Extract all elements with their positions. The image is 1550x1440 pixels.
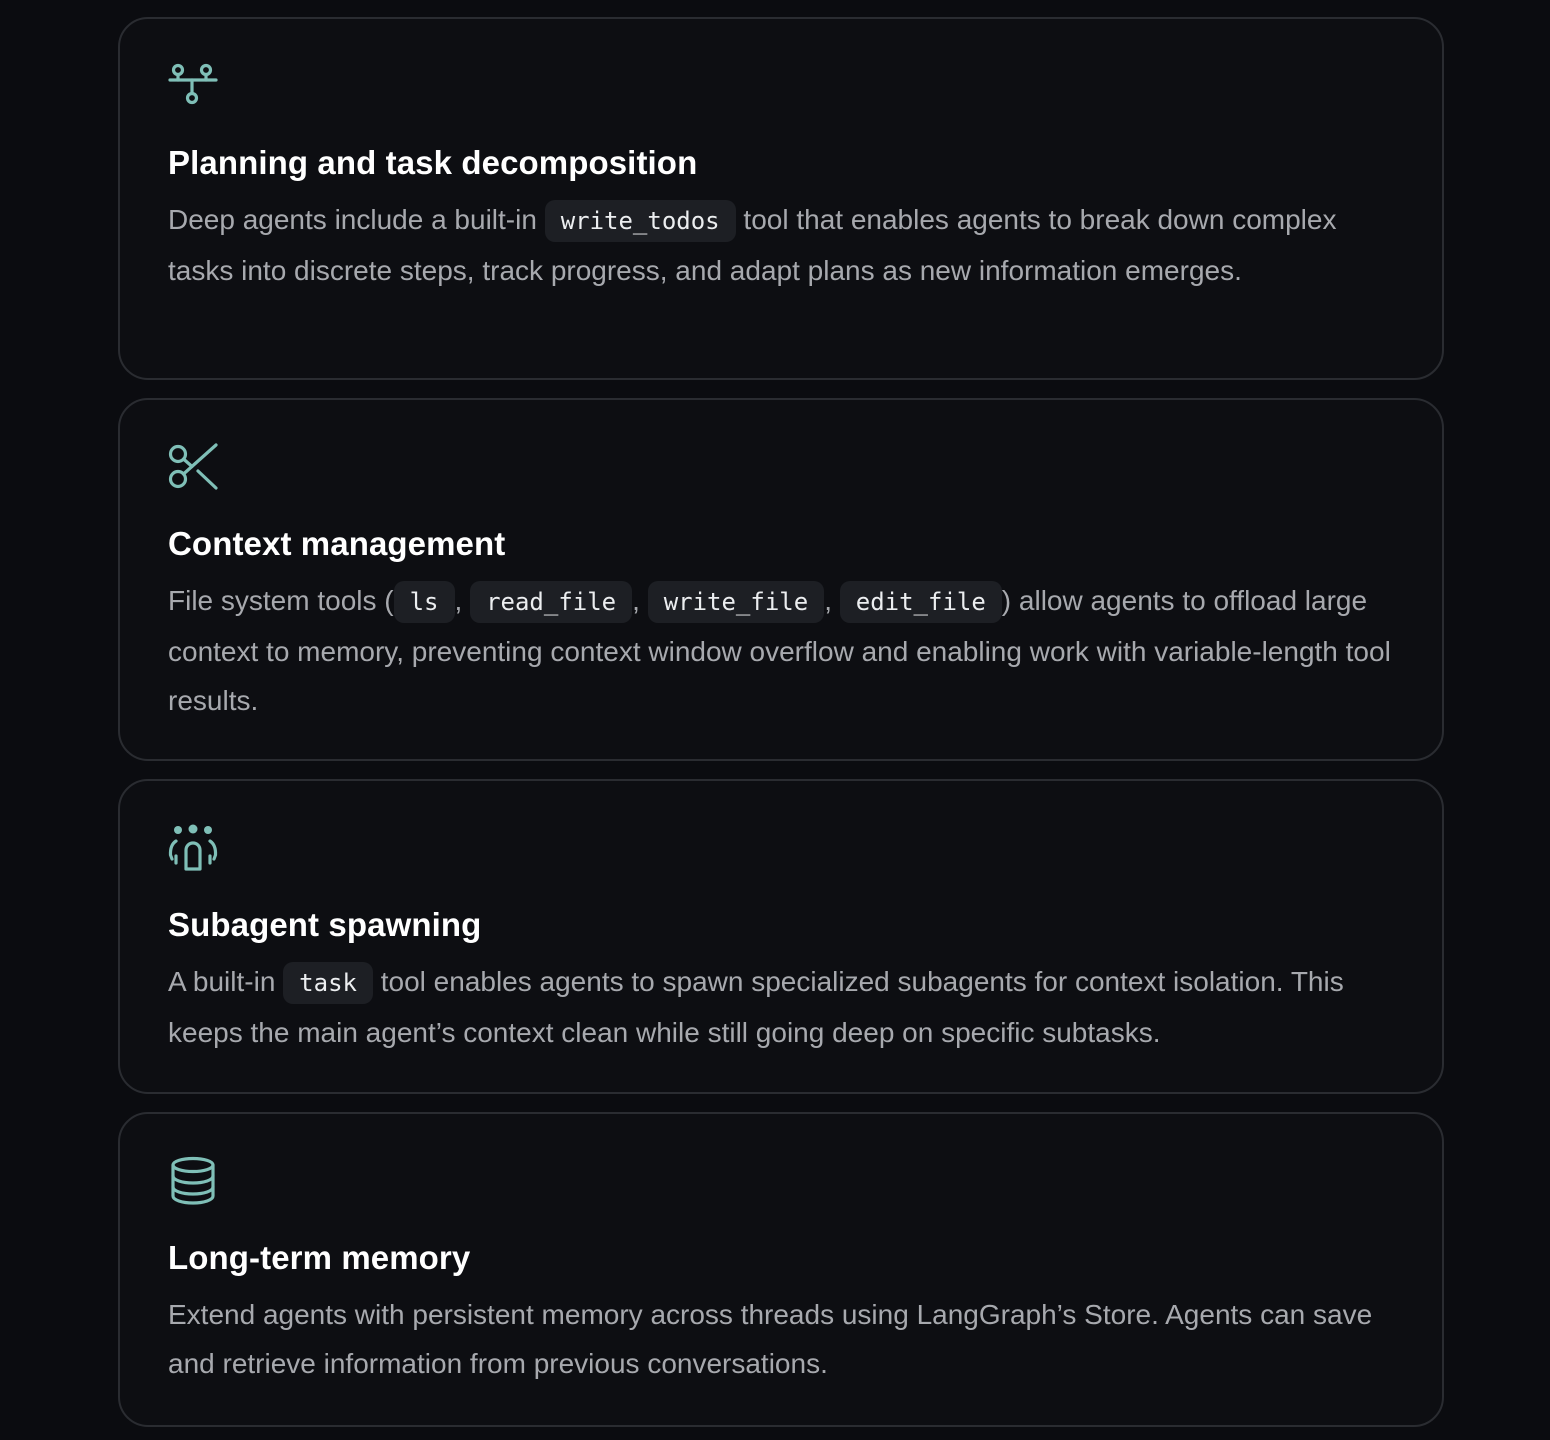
card-description: File system tools ( ls , read_file , write_file , edit_file ) allow agents to offload large context to memory, preventing context window overflow and enabling work with variable-length tool results. [168,576,1398,725]
card-description: Extend agents with persistent memory across threads using LangGraph’s Store. Agents can save and retrieve information from previous conversations. [168,1299,1373,1379]
code-edit-file: edit_file [840,581,1002,623]
code-write-todos: write_todos [545,200,736,242]
card-title: Context management [168,525,506,562]
feature-card-subagent [118,779,1444,1094]
network-icon [168,61,218,111]
feature-card-planning [118,17,1444,380]
code-task: task [283,962,373,1004]
team-icon [168,823,218,873]
scissors-icon [168,442,218,492]
card-description: Deep agents include a built-in write_todos tool that enables agents to break down complex tasks into discrete steps, track progress, and adapt plans as new information emerges. [168,195,1398,295]
code-ls: ls [394,581,455,623]
card-title: Subagent spawning [168,906,482,943]
code-read-file: read_file [470,581,632,623]
code-write-file: write_file [648,581,825,623]
feature-card-memory [118,1112,1444,1427]
card-description: A built-in task tool enables agents to spawn specialized subagents for context isolation. This keeps the main agent’s context clean while still going deep on specific subtasks. [168,957,1398,1057]
database-icon [168,1156,218,1206]
card-title: Planning and task decomposition [168,144,698,181]
card-title: Long-term memory [168,1239,471,1276]
feature-card-context [118,398,1444,761]
